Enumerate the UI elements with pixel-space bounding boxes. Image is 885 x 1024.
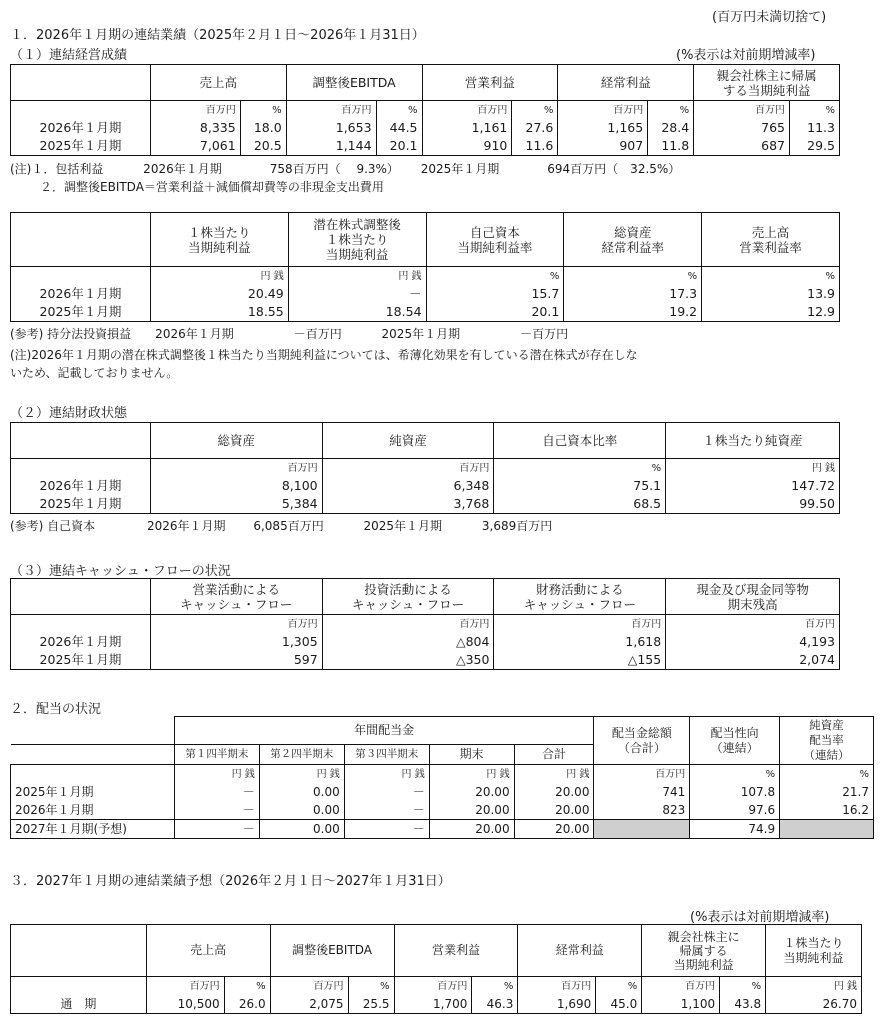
equity-method-note: (参考) 持分法投資損益 2026年１月期 －百万円 2025年１月期 －百万円 xyxy=(10,327,569,341)
section-1-title: １．2026年１月期の連結業績（2025年２月１日～2026年１月31日） xyxy=(10,28,425,43)
corner-cell xyxy=(11,745,175,765)
cell: 1,618 xyxy=(494,633,666,651)
sub1-title: （１）連結経営成績 xyxy=(10,48,128,63)
unit: % xyxy=(690,765,780,784)
dividend-table xyxy=(10,716,874,839)
cell: 765 xyxy=(694,119,790,137)
header-q3: 第３四半期末 xyxy=(344,745,429,765)
section-2-title: ２．配当の状況 xyxy=(10,702,102,717)
cell: 20.49 xyxy=(150,285,288,303)
unit: % xyxy=(648,101,694,120)
cell: 10,500 xyxy=(146,995,224,1014)
header-doe: 純資産 配当率 （連結） xyxy=(780,717,874,765)
unit: 円 銭 xyxy=(344,765,429,784)
sub3-title: （３）連結キャッシュ・フローの状況 xyxy=(10,564,231,579)
unit: % xyxy=(348,977,394,996)
cell: － xyxy=(174,801,259,820)
cell: 97.6 xyxy=(690,801,780,820)
header-net-assets: 純資産 xyxy=(322,423,494,459)
cell: 44.5 xyxy=(376,119,422,137)
cell: 3,768 xyxy=(322,495,494,514)
cell: 907 xyxy=(558,137,648,156)
unit: 百万円 xyxy=(642,977,720,996)
cell: 741 xyxy=(594,783,690,801)
unit: 百万円 xyxy=(322,615,494,634)
header-equity-ratio: 自己資本比率 xyxy=(494,423,666,459)
comprehensive-income-note: (注)１．包括利益 2026年１月期 758百万円（ 9.3%） 2025年１月期 694百万円（ 32.5%） xyxy=(10,162,681,176)
unit: % xyxy=(702,267,840,286)
cell: 21.7 xyxy=(780,783,874,801)
forecast-pct-note: (%表示は対前期増減率) xyxy=(690,910,830,925)
section-3-title: ３．2027年１月期の連結業績予想（2026年２月１日～2027年１月31日） xyxy=(10,874,451,889)
forecast-table xyxy=(10,924,862,1014)
cell: 20.00 xyxy=(429,783,514,801)
unit-label-cell xyxy=(11,267,151,286)
cell: 17.3 xyxy=(564,285,702,303)
header-year-end: 期末 xyxy=(429,745,514,765)
unit: 百万円 xyxy=(518,977,596,996)
cell: 1,100 xyxy=(642,995,720,1014)
unit: 円 銭 xyxy=(150,267,288,286)
unit: 百万円 xyxy=(270,977,348,996)
row-label: 2025年１月期 xyxy=(11,783,175,801)
row-label: 2025年１月期 xyxy=(11,303,151,322)
cell: 0.00 xyxy=(259,820,344,839)
cell: 27.6 xyxy=(512,119,558,137)
row-label: 2026年１月期 xyxy=(11,477,151,495)
header-sales: 売上高 xyxy=(150,65,286,101)
cell: 1,653 xyxy=(286,119,376,137)
cell: 4,193 xyxy=(666,633,840,651)
cell-shaded xyxy=(780,820,874,839)
corner-cell xyxy=(11,925,147,977)
unit: % xyxy=(240,101,286,120)
unit: 百万円 xyxy=(666,615,840,634)
cell: 99.50 xyxy=(666,495,840,514)
cell: 74.9 xyxy=(690,820,780,839)
row-label: 2026年１月期 xyxy=(11,119,151,137)
diluted-eps-note-line1: (注)2026年１月期の潜在株式調整後１株当たり当期純利益については、希薄化効果を有している潜在株式が存在しな xyxy=(10,348,638,362)
sub1-pct-note: (%表示は対前期増減率) xyxy=(676,48,816,63)
unit: 百万円 xyxy=(150,615,322,634)
cell: － xyxy=(344,820,429,839)
cell: 1,305 xyxy=(150,633,322,651)
cell: 20.00 xyxy=(429,820,514,839)
table-row xyxy=(11,783,874,801)
unit: % xyxy=(512,101,558,120)
cell: 147.72 xyxy=(666,477,840,495)
corner-cell xyxy=(11,717,175,745)
cell: 1,165 xyxy=(558,119,648,137)
cell: 20.1 xyxy=(426,303,564,322)
row-label: 2026年１月期 xyxy=(11,285,151,303)
cell: － xyxy=(344,801,429,820)
cell: － xyxy=(174,783,259,801)
cash-flow-table xyxy=(10,578,840,670)
cell: 18.54 xyxy=(288,303,426,322)
cell: 910 xyxy=(422,137,512,156)
unit: % xyxy=(720,977,766,996)
cell: 46.3 xyxy=(472,995,518,1014)
unit: 円 銭 xyxy=(288,267,426,286)
unit: 百万円 xyxy=(694,101,790,120)
unit: 百万円 xyxy=(286,101,376,120)
cell: 20.5 xyxy=(240,137,286,156)
cell: 7,061 xyxy=(150,137,240,156)
cell: 1,144 xyxy=(286,137,376,156)
cell: 15.7 xyxy=(426,285,564,303)
table-row xyxy=(11,801,874,820)
row-label: 2025年１月期 xyxy=(11,651,151,670)
cell: 12.9 xyxy=(702,303,840,322)
cell: 8,100 xyxy=(150,477,322,495)
header-eps: １株当たり 当期純利益 xyxy=(766,925,862,977)
cell: 2,074 xyxy=(666,651,840,670)
cell: 20.00 xyxy=(514,801,594,820)
table-row xyxy=(11,820,874,839)
header-bps: １株当たり純資産 xyxy=(666,423,840,459)
header-ordinary-profit: 経常利益 xyxy=(518,925,642,977)
cell: 823 xyxy=(594,801,690,820)
cell: 597 xyxy=(150,651,322,670)
cell: 20.00 xyxy=(514,820,594,839)
header-op-margin: 売上高 営業利益率 xyxy=(702,213,840,267)
header-operating-profit: 営業利益 xyxy=(422,65,558,101)
unit: % xyxy=(376,101,422,120)
header-cash-balance: 現金及び現金同等物 期末残高 xyxy=(666,579,840,615)
cell: 28.4 xyxy=(648,119,694,137)
cell: 20.00 xyxy=(429,801,514,820)
cell: 29.5 xyxy=(789,137,839,156)
row-label: 2025年１月期 xyxy=(11,137,151,156)
unit: % xyxy=(596,977,642,996)
cell: － xyxy=(288,285,426,303)
cell: 5,384 xyxy=(150,495,322,514)
cell: 20.1 xyxy=(376,137,422,156)
header-payout-ratio: 配当性向 （連結） xyxy=(690,717,780,765)
header-investing-cf: 投資活動による キャッシュ・フロー xyxy=(322,579,494,615)
header-net-income: 親会社株主に帰属 する当期純利益 xyxy=(694,65,840,101)
sub2-title: （２）連結財政状態 xyxy=(10,406,128,421)
header-roe: 自己資本 当期純利益率 xyxy=(426,213,564,267)
unit: 百万円 xyxy=(494,615,666,634)
unit: 百万円 xyxy=(322,459,494,478)
financial-position-table xyxy=(10,422,840,514)
header-q1: 第１四半期末 xyxy=(174,745,259,765)
cell: 45.0 xyxy=(596,995,642,1014)
header-total: 合計 xyxy=(514,745,594,765)
corner-cell xyxy=(11,579,151,615)
unit: 百万円 xyxy=(594,765,690,784)
unit: % xyxy=(426,267,564,286)
diluted-eps-note-line2: いため、記載しておりません。 xyxy=(10,366,179,380)
table-row xyxy=(11,137,840,156)
header-sales: 売上高 xyxy=(146,925,270,977)
cell: 16.2 xyxy=(780,801,874,820)
cell: 25.5 xyxy=(348,995,394,1014)
cell: 43.8 xyxy=(720,995,766,1014)
header-ebitda: 調整後EBITDA xyxy=(270,925,394,977)
header-net-income: 親会社株主に 帰属する 当期純利益 xyxy=(642,925,766,977)
unit-note: (百万円未満切捨て) xyxy=(712,10,827,25)
header-annual-dividend: 年間配当金 xyxy=(174,717,594,745)
cell: 75.1 xyxy=(494,477,666,495)
header-diluted-eps: 潜在株式調整後 １株当たり 当期純利益 xyxy=(288,213,426,267)
unit: 円 銭 xyxy=(174,765,259,784)
unit-label-cell xyxy=(11,101,151,120)
row-label: 2026年１月期 xyxy=(11,633,151,651)
cell: 11.8 xyxy=(648,137,694,156)
header-q2: 第２四半期末 xyxy=(259,745,344,765)
unit: % xyxy=(780,765,874,784)
table-row xyxy=(11,477,840,495)
cell: 6,348 xyxy=(322,477,494,495)
cell: 0.00 xyxy=(259,783,344,801)
row-label: 2026年１月期 xyxy=(11,801,175,820)
unit: 円 銭 xyxy=(429,765,514,784)
cell: 68.5 xyxy=(494,495,666,514)
cell: 11.6 xyxy=(512,137,558,156)
header-roa: 総資産 経常利益率 xyxy=(564,213,702,267)
unit: 百万円 xyxy=(146,977,224,996)
unit: % xyxy=(224,977,270,996)
cell-shaded xyxy=(594,820,690,839)
table-row xyxy=(11,995,862,1014)
cell: 8,335 xyxy=(150,119,240,137)
table-row xyxy=(11,285,840,303)
cell: 20.00 xyxy=(514,783,594,801)
unit: 円 銭 xyxy=(666,459,840,478)
cell: 13.9 xyxy=(702,285,840,303)
header-ordinary-profit: 経常利益 xyxy=(558,65,694,101)
cell: 1,161 xyxy=(422,119,512,137)
cell: 1,700 xyxy=(394,995,472,1014)
header-operating-cf: 営業活動による キャッシュ・フロー xyxy=(150,579,322,615)
row-label: 2025年１月期 xyxy=(11,495,151,514)
cell: 107.8 xyxy=(690,783,780,801)
cell: 26.70 xyxy=(766,995,862,1014)
unit: % xyxy=(494,459,666,478)
cell: 1,690 xyxy=(518,995,596,1014)
corner-cell xyxy=(11,65,151,101)
operating-results-table xyxy=(10,64,840,156)
header-operating-profit: 営業利益 xyxy=(394,925,518,977)
unit: 円 銭 xyxy=(259,765,344,784)
cell: 18.55 xyxy=(150,303,288,322)
header-ebitda: 調整後EBITDA xyxy=(286,65,422,101)
unit: 百万円 xyxy=(150,101,240,120)
unit-label-cell xyxy=(11,615,151,634)
cell: △804 xyxy=(322,633,494,651)
table-row xyxy=(11,495,840,514)
table-row xyxy=(11,651,840,670)
unit: 百万円 xyxy=(150,459,322,478)
header-eps: １株当たり 当期純利益 xyxy=(150,213,288,267)
table-row xyxy=(11,633,840,651)
cell: 687 xyxy=(694,137,790,156)
unit: 円 銭 xyxy=(766,977,862,996)
unit: % xyxy=(564,267,702,286)
row-label: 通 期 xyxy=(11,995,147,1014)
header-financing-cf: 財務活動による キャッシュ・フロー xyxy=(494,579,666,615)
unit: % xyxy=(472,977,518,996)
cell: 11.3 xyxy=(789,119,839,137)
cell: △155 xyxy=(494,651,666,670)
cell: 0.00 xyxy=(259,801,344,820)
cell: 26.0 xyxy=(224,995,270,1014)
cell: 18.0 xyxy=(240,119,286,137)
cell: － xyxy=(344,783,429,801)
cell: 19.2 xyxy=(564,303,702,322)
corner-cell xyxy=(11,213,151,267)
unit-label-cell xyxy=(11,977,147,996)
header-total-dividend: 配当金総額 （合計） xyxy=(594,717,690,765)
unit: 円 銭 xyxy=(514,765,594,784)
cell: 2,075 xyxy=(270,995,348,1014)
ebitda-definition-note: ２．調整後EBITDA＝営業利益＋減価償却費等の非現金支出費用 xyxy=(40,180,384,194)
cell: － xyxy=(174,820,259,839)
unit: % xyxy=(789,101,839,120)
per-share-table xyxy=(10,212,840,322)
table-row xyxy=(11,119,840,137)
corner-cell xyxy=(11,423,151,459)
equity-capital-note: (参考) 自己資本 2026年１月期 6,085百万円 2025年１月期 3,689百万円 xyxy=(10,519,553,533)
table-row xyxy=(11,303,840,322)
header-total-assets: 総資産 xyxy=(150,423,322,459)
unit-label-cell xyxy=(11,765,175,784)
cell: △350 xyxy=(322,651,494,670)
unit: 百万円 xyxy=(422,101,512,120)
row-label: 2027年１月期(予想) xyxy=(11,820,175,839)
unit: 百万円 xyxy=(558,101,648,120)
unit-label-cell xyxy=(11,459,151,478)
unit: 百万円 xyxy=(394,977,472,996)
